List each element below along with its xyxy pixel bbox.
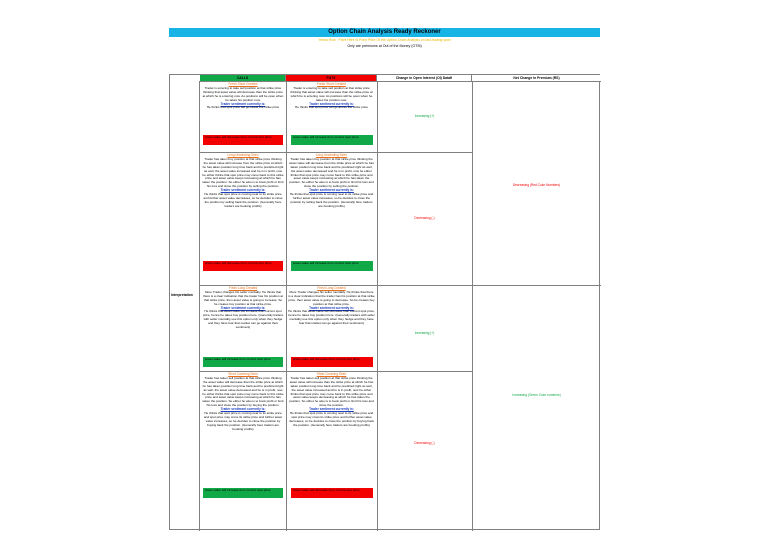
cell-body: Trader has taken buy position at that strike price thinking the asset value will increase from the strike price at which he has taken position long time back and he predicted right as well, the asset value increased and he is in profit, now he either thinks that spot price may come back to this strike price and asset value keeps increasing at which he has taken the position. So either he also is to book profit or limit his loss and close the position by selling the position. <box>202 156 284 189</box>
sentiment-heading: Trader sentiment currently is: <box>220 101 266 106</box>
puts-header: PUTS <box>286 75 377 81</box>
sentiment-heading: Trader sentiment currently is: <box>220 188 266 193</box>
outcome-box: Asset value will increase from current spot price <box>291 261 373 271</box>
cell-body: Trader has taken sell position at that strike price thinking the asset value will increase than the strike price at which he has taken position long time back and he predicted right as well, the asset value increased and he is in profit, now he either thinks that spot price may come back to this strike price and asset value keeps decreasing at which he has taken the position. So either he also is to book profit or limit his loss and close the position. <box>289 375 374 408</box>
page-note: Only are premiums at Out of the Money (OTM) <box>347 44 422 48</box>
oi-decreasing: Decreasing (-) <box>414 216 435 220</box>
cell-body: Trader has taken buy position at that strike price thinking the asset value will decrease from the strike price at which he has taken position long time back and he predicted right as well, the asset value decreased and he is in profit, now he either thinks that spot price may come back to this strike price and asset value keeps increasing at which he has taken the position. So either he also is to book profit or limit his loss and close the position by selling the position. <box>289 156 374 189</box>
cell-heading: Long Unwinding Seen <box>315 153 348 157</box>
sentiment-text: He thinks that spot price will go below the strike price <box>206 105 280 110</box>
outcome-box: Asset value will increase from current spot price <box>203 488 283 498</box>
outcome-box: Asset value will decrease from current spot price <box>203 135 283 145</box>
cell-body: Trader is entering to take sell position at that strike price thinking that asset value will increase than the strike price at which he is entering now. As positions will be open when he takes his position now. <box>290 85 373 102</box>
cell-heading: Short Covering Seen <box>316 372 347 376</box>
oi-increasing: Increasing (+) <box>414 331 435 335</box>
premium-increasing: Increasing (Green Color numbers) <box>512 393 561 397</box>
sentiment-heading: Trader sentiment currently is: <box>309 305 354 310</box>
sentiment-heading: Trader sentiment currently is: <box>309 101 354 106</box>
sentiment-text: He thinks that spot price is coming near to its strike price and further asset value increases, so he decides to close the position by selling back the position. (Generally here traders are booking profits) <box>289 192 374 208</box>
oi-decreasing: Decreasing (-) <box>414 441 435 445</box>
premium-decreasing: Decreasing (Red Color Numbers) <box>512 183 561 187</box>
row-label: Interpretation <box>171 293 193 297</box>
reckoner-table <box>169 74 600 530</box>
sentiment-text: He thinks that spot price is coming near to its strike price and spot price may cross its strike price and further asset value decreases, so he decides to close the position by buying back the position. (Generally here traders are booking profits) <box>289 411 374 427</box>
sentiment-text: He thinks that spot price is coming near to its strike price and further asset value decreases, so he decides to close the position by selling back the position. (Generally here traders are booking profits) <box>203 192 283 208</box>
calls-cell-short-covering <box>200 372 286 502</box>
calls-header: CALLS <box>200 75 286 81</box>
outcome-box: Asset value will decrease from current spot price <box>291 357 373 367</box>
row-label-cell <box>170 81 200 531</box>
sentiment-text: He thinks that asset value will decrease than current spot price, hence he takes buy position here. (Generally traders with seller mentality use this option only when they hedge and they have fear that market can go against their sentiment) <box>288 309 375 326</box>
cell-heading: Fresh Short Created <box>228 82 258 86</box>
premium-header: Net Change in Premium (RS) <box>472 75 601 81</box>
divider <box>377 81 378 531</box>
cell-body: More Trader changes his seller mentality. He thinks that there is a clear indication that the trader has his position at that strike price, then asset value is going to decrease. So he creates buy position at that strike price. <box>288 289 375 306</box>
page-title: Option Chain Analysis Ready Reckoner <box>169 28 600 37</box>
sentiment-text: He thinks that spot price is coming near to its strike price and spot price may cross its strike price and further asset value increases, so he decides to close the position by buying back the position. (Generally here traders are booking profits) <box>203 411 283 431</box>
puts-cell-short-covering <box>286 372 377 502</box>
cell-body: More Trader changes his seller mentality. He thinks that there is a clear indication that the trader has his position at that strike price, then asset value is going to increase. So he creates buy position at that strike price. <box>203 289 283 306</box>
oi-increasing: Increasing (+) <box>414 114 435 118</box>
sentiment-heading: Trader sentiment currently is: <box>220 407 266 412</box>
cell-heading: Long Unwinding Seen <box>227 153 259 157</box>
cell-heading: Fresh Long Created <box>317 286 346 290</box>
sentiment-heading: Trader sentiment currently is: <box>309 407 354 412</box>
sentiment-heading: Trader sentiment currently is: <box>220 305 266 310</box>
cell-heading: Fresh Short Created <box>317 82 346 86</box>
sentiment-text: He thinks that asset value will increase than current spot price, hence he takes buy position here. (Generally traders with seller mentality use this option only when they hedge and they have fear that market can go against their sentiment) <box>202 309 284 330</box>
cell-body: Trader is entering to take sell position at that strike price thinking that asset value will decrease than the strike price at which he is entering now. As positions will be open when he takes his position now. <box>202 85 284 102</box>
divider <box>472 81 473 531</box>
page-subtitle: Yellow Row : Point Here Is Point Price Of the Option-Chain Analysis on last-trading span <box>318 38 451 42</box>
outcome-box: Asset value will decrease from current spot price <box>203 261 283 271</box>
outcome-box: Asset value will decrease from current spot price <box>291 488 373 498</box>
oi-header: Change in Open Interest (OI) Datafl <box>377 75 472 81</box>
sentiment-text: He thinks that spot price will go above the strike price <box>295 105 368 110</box>
cell-heading: Fresh Long Created <box>228 286 258 290</box>
cell-heading: Short Covering Seen <box>228 372 258 376</box>
sentiment-heading: Trader sentiment currently is: <box>309 188 354 193</box>
outcome-box: Asset value will increase from current spot price <box>203 357 283 367</box>
outcome-box: Asset value will increase from current spot price <box>291 135 373 145</box>
cell-body: Trader has taken sell position at that strike price thinking the asset value will decrease than the strike price at which he has taken position long time back and he predicted right as well, the asset value decreased and he is in profit, now he either thinks that spot price may come back to this strike price and asset value keeps increasing at which he has taken the position. So either he also is to book profit or limit his loss and close the position by buying the position. <box>202 375 284 408</box>
